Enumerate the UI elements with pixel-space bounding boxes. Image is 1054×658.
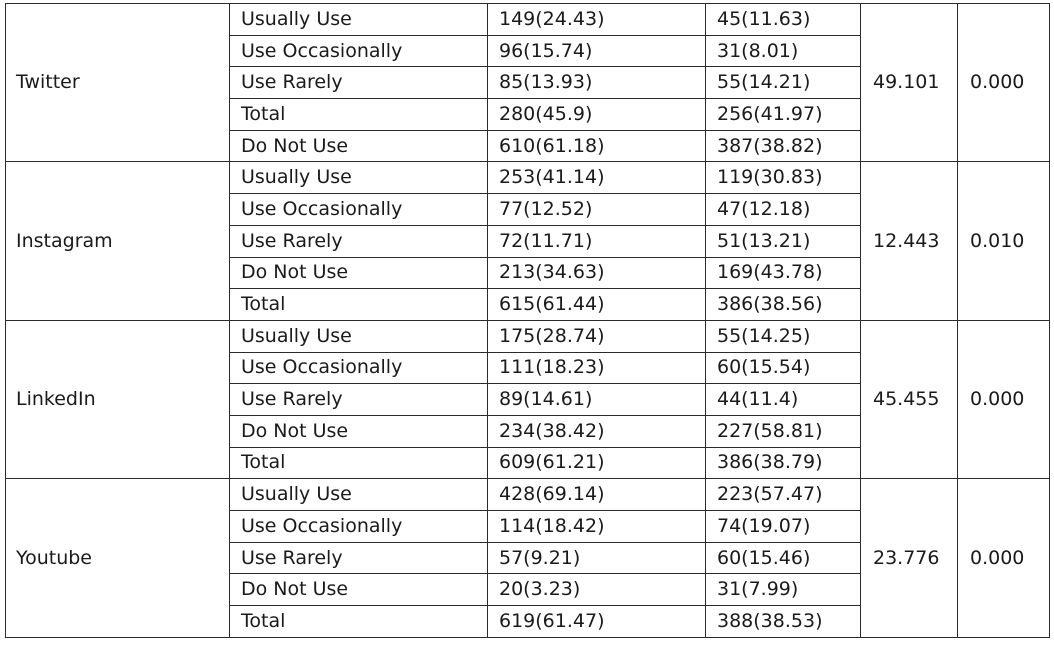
count-percent-cell: 55(14.21) [706,67,861,99]
count-percent-cell: 386(38.79) [706,447,861,479]
count-percent-cell: 386(38.56) [706,289,861,321]
social-media-usage-table [5,3,1050,638]
count-percent-cell: 175(28.74) [488,320,706,352]
table-row [6,162,1050,194]
count-percent-cell: 31(8.01) [706,35,861,67]
table-row [6,320,1050,352]
test-statistic-cell: 45.455 [861,320,958,478]
table-row [6,4,1050,36]
count-percent-cell: 85(13.93) [488,67,706,99]
count-percent-cell: 610(61.18) [488,130,706,162]
count-percent-cell: 256(41.97) [706,99,861,131]
usage-category-cell: Use Rarely [230,542,488,574]
test-statistic-cell: 12.443 [861,162,958,320]
count-percent-cell: 149(24.43) [488,4,706,36]
usage-category-cell: Total [230,289,488,321]
usage-category-cell: Usually Use [230,4,488,36]
count-percent-cell: 55(14.25) [706,320,861,352]
count-percent-cell: 60(15.46) [706,542,861,574]
count-percent-cell: 280(45.9) [488,99,706,131]
usage-category-cell: Do Not Use [230,574,488,606]
count-percent-cell: 387(38.82) [706,130,861,162]
usage-category-cell: Do Not Use [230,257,488,289]
usage-category-cell: Usually Use [230,162,488,194]
count-percent-cell: 428(69.14) [488,479,706,511]
count-percent-cell: 615(61.44) [488,289,706,321]
count-percent-cell: 388(38.53) [706,606,861,638]
usage-category-cell: Use Rarely [230,67,488,99]
count-percent-cell: 51(13.21) [706,225,861,257]
count-percent-cell: 609(61.21) [488,447,706,479]
count-percent-cell: 119(30.83) [706,162,861,194]
usage-category-cell: Total [230,99,488,131]
platform-cell: Instagram [6,162,230,320]
usage-category-cell: Use Occasionally [230,194,488,226]
count-percent-cell: 111(18.23) [488,352,706,384]
count-percent-cell: 20(3.23) [488,574,706,606]
platform-cell: Twitter [6,4,230,162]
count-percent-cell: 57(9.21) [488,542,706,574]
usage-category-cell: Total [230,447,488,479]
count-percent-cell: 114(18.42) [488,511,706,543]
usage-category-cell: Use Occasionally [230,35,488,67]
count-percent-cell: 619(61.47) [488,606,706,638]
usage-category-cell: Do Not Use [230,415,488,447]
count-percent-cell: 47(12.18) [706,194,861,226]
p-value-cell: 0.010 [958,162,1050,320]
count-percent-cell: 169(43.78) [706,257,861,289]
count-percent-cell: 77(12.52) [488,194,706,226]
count-percent-cell: 74(19.07) [706,511,861,543]
count-percent-cell: 223(57.47) [706,479,861,511]
usage-category-cell: Usually Use [230,479,488,511]
platform-cell: Youtube [6,479,230,637]
count-percent-cell: 60(15.54) [706,352,861,384]
usage-category-cell: Use Rarely [230,384,488,416]
p-value-cell: 0.000 [958,320,1050,478]
p-value-cell: 0.000 [958,4,1050,162]
count-percent-cell: 96(15.74) [488,35,706,67]
count-percent-cell: 44(11.4) [706,384,861,416]
count-percent-cell: 89(14.61) [488,384,706,416]
usage-category-cell: Total [230,606,488,638]
test-statistic-cell: 23.776 [861,479,958,637]
count-percent-cell: 45(11.63) [706,4,861,36]
p-value-cell: 0.000 [958,479,1050,637]
usage-category-cell: Do Not Use [230,130,488,162]
table-row [6,479,1050,511]
usage-category-cell: Use Occasionally [230,352,488,384]
count-percent-cell: 72(11.71) [488,225,706,257]
platform-cell: LinkedIn [6,320,230,478]
usage-category-cell: Usually Use [230,320,488,352]
count-percent-cell: 227(58.81) [706,415,861,447]
test-statistic-cell: 49.101 [861,4,958,162]
count-percent-cell: 31(7.99) [706,574,861,606]
count-percent-cell: 213(34.63) [488,257,706,289]
table-body [6,4,1050,638]
usage-category-cell: Use Occasionally [230,511,488,543]
usage-category-cell: Use Rarely [230,225,488,257]
count-percent-cell: 234(38.42) [488,415,706,447]
count-percent-cell: 253(41.14) [488,162,706,194]
